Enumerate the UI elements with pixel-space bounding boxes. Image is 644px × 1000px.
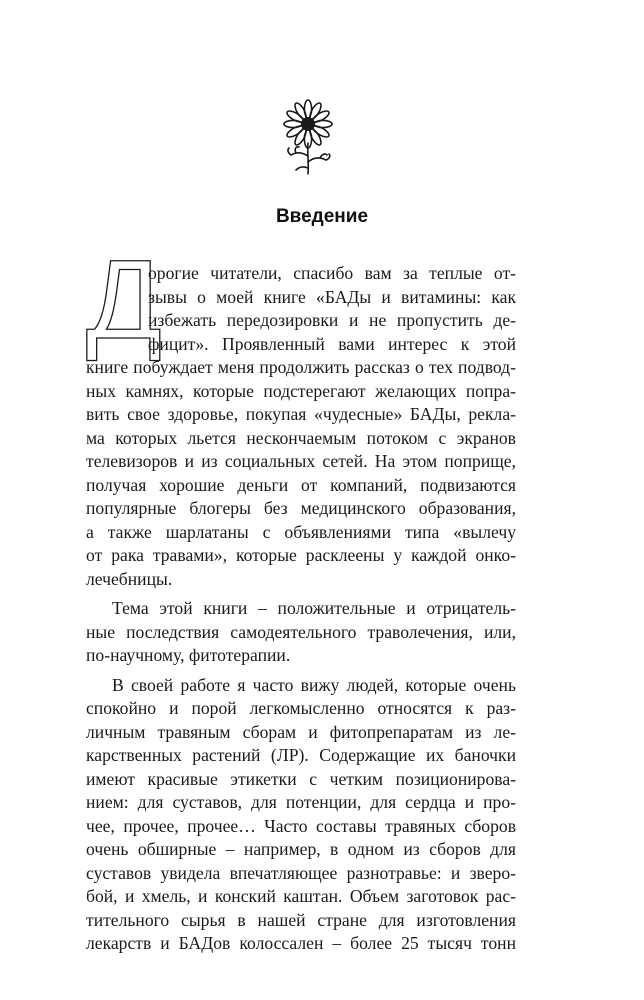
drop-cap-letter: Д [86, 237, 162, 362]
text-line: чее, прочее, прочее… Часто составы травяных сборов [86, 815, 516, 836]
text-line: орогие читатели, спасибо вам за теплые от- [148, 263, 516, 283]
text-line: ных камнях, которые подстерегают желающих попра- [86, 380, 516, 401]
flower-ornament-icon [272, 98, 344, 176]
text-line: зывы о моей книге «БАДы и витамины: как [148, 286, 516, 307]
text-line: личным травяным сборам и фитопрепаратам из ле- [86, 721, 516, 742]
paragraph [86, 674, 516, 956]
text-line: от рака травами», которые расклеены у каждой онко- [86, 545, 516, 565]
text-line: вить свое здоровье, покупая «чудесные» БАДы, рекла- [86, 404, 516, 424]
text-line: лечебницы. [86, 568, 173, 589]
text-line: фицит». Проявленный вами интерес к этой [148, 333, 516, 354]
text-line: В своей работе я часто вижу людей, которые очень [112, 674, 516, 695]
text-line: спокойно и порой легкомысленно относятся к раз- [86, 698, 516, 718]
text-line: ма которых льется нескончаемым потоком с экранов [86, 427, 516, 448]
text-line: ные последствия самодеятельного траволечения, или, [86, 621, 516, 642]
text-line: лекарств и БАДов колоссален – более 25 тысяч тонн [86, 933, 516, 953]
text-line: популярные блогеры без медицинского образования, [86, 498, 516, 518]
text-line: получая хорошие деньги от компаний, подвизаются [86, 474, 516, 495]
text-line: бой, и хмель, и конский каштан. Объем заготовок рас- [86, 886, 516, 906]
text-line: Тема этой книги – положительные и отрицатель- [112, 598, 516, 618]
text-line: по-научному, фитотерапии. [86, 645, 291, 665]
text-line: имеют красивые этикетки с четким позиционирова- [86, 768, 516, 789]
text-line: нием: для суставов, для потенции, для сердца и про- [86, 792, 516, 812]
text-line: суставов увидела впечатляющее разнотравье: и зверо- [86, 862, 516, 883]
body-text [86, 262, 516, 956]
text-line: телевизоров и из социальных сетей. На этом поприще, [86, 451, 516, 471]
text-line: карственных растений (ЛР). Содержащие их баночки [86, 745, 516, 765]
paragraph [86, 262, 516, 591]
text-line: а также шарлатаны с объявлениями типа «вылечу [86, 521, 516, 542]
text-line: избежать передозировки и не пропустить де- [148, 310, 516, 330]
text-line: книге побуждает меня продолжить рассказ о тех подвод- [86, 357, 516, 377]
text-line: тительного сырья в нашей стране для изготовления [86, 909, 516, 930]
paragraph [86, 597, 516, 668]
chapter-heading: Введение [275, 206, 369, 227]
text-line: очень обширные – например, в одном из сборов для [86, 839, 516, 859]
